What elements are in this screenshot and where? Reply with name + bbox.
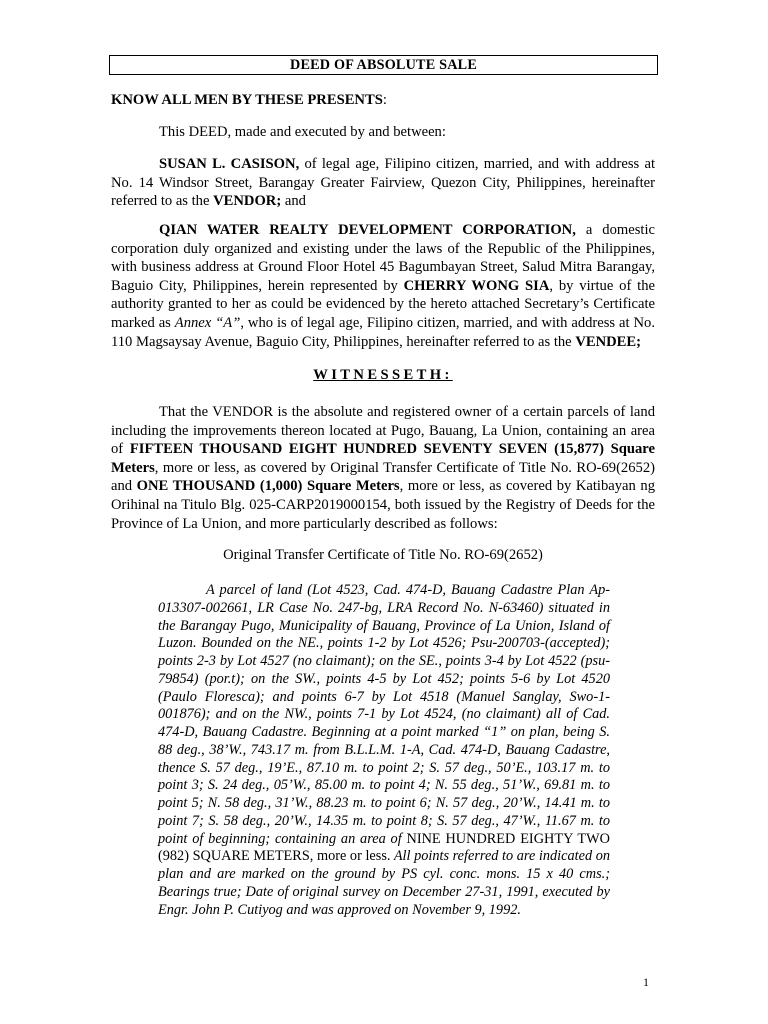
know-all-men-text: KNOW ALL MEN BY THESE PRESENTS: [111, 92, 383, 108]
vendee-paragraph: [111, 221, 655, 351]
vendee-name: QIAN WATER REALTY DEVELOPMENT CORPORATION,: [159, 222, 576, 238]
ownership-paragraph: [111, 403, 655, 533]
know-all-men-heading: [111, 91, 671, 110]
technical-text-b: , more or less.: [309, 848, 391, 865]
page-number: 1: [643, 975, 649, 989]
title-certificate-heading: Original Transfer Certificate of Title No. RO-69(2652): [223, 547, 543, 563]
document-title: DEED OF ABSOLUTE SALE: [109, 55, 658, 75]
technical-text-a: A parcel of land (Lot 4523, Cad. 474-D, Bauang Cadastre Plan Ap-013307-002661, LR Case No. 247-bg, LRA Record No. N-63460) situated in the Barangay Pugo, Municipality of Bauang, Province of La Union, Island of Luzon. Bounded on the NE., points 1-2 by Lot 4526; Psu-200703-(accepted); points 2-3 by Lot 4527 (no claimant); on the SE., points 3-4 by Lot 4522 (psu-79854) (por.t); on the SW., points 4-5 by Lot 452; points 5-6 by Lot 4520 (Paulo Floresca); and points 6-7 by Lot 4518 (Manuel Sanglay, Swo-1-001876); and on the NW., points 7-1 by Lot 4524, (no claimant) all of Cad. 474-D, Bauang Cadastre. Beginning at a point marked “1” on plan, being S. 88 deg., 38’W., 743.17 m. from B.L.L.M. 1-A, Cad. 474-D, Bauang Cadastre, thence S. 57 deg., 19’E., 87.10 m. to point 2; S. 57 deg., 50’E., 103.17 m. to point 3; S. 24 deg., 05’W., 85.00 m. to point 4; N. 55 deg., 51’W., 69.81 m. to point 5; N. 58 deg., 31’W., 88.23 m. to point 6; N. 57 deg., 20’W., 14.41 m. to point 7; S. 58 deg., 20’W., 14.35 m. to point 8; S. 57 deg., 47’W., 11.67 m. to point of beginning; containing an area of: [158, 582, 610, 847]
vendee-text-b: , by virtue of the authority granted to her as could be evidenced by the hereto attached Secretary’s Certificate marked as: [111, 277, 655, 331]
witnesseth-heading: [111, 366, 655, 385]
technical-text-c: All points referred to are indicated on plan and are marked on the ground by PS cyl. conc. mons. 15 x 40 cms.; Bearings true; Date of original survey on December 27-31, 1991, executed by Engr. John P. Cutiyog and was approved on November 9, 1992.: [158, 848, 610, 918]
vendor-text-a: of legal age, Filipino citizen, married, and with address at No. 14 Windsor Street, Barangay Greater Fairview, Quezon City, Philippines, hereinafter referred to as the: [111, 156, 655, 210]
ownership-text-a: That the VENDOR is the absolute and registered owner of a certain parcels of land including the improvements thereon located at Pugo, Bauang, La Union, containing an area of: [111, 404, 655, 458]
vendor-name: SUSAN L. CASISON,: [159, 156, 300, 172]
vendee-role: VENDEE;: [575, 333, 641, 350]
technical-area: NINE HUNDRED EIGHTY TWO (982) SQUARE METERS: [158, 830, 610, 865]
annex-reference: Annex “A”: [174, 314, 241, 331]
ownership-text-c: , more or less, as covered by Katibayan ng Orihinal na Titulo Blg. 025-CARP2019000154, both issued by the Registry of Deeds for the Province of La Union, and more particularly described as follows:: [111, 478, 655, 532]
ownership-text-b: , more or less, as covered by Original Transfer Certificate of Title No. RO-69(2652) and: [111, 459, 655, 495]
intro-paragraph: This DEED, made and executed by and between:: [159, 124, 446, 140]
technical-description: [158, 582, 610, 919]
ownership-area-1: FIFTEEN THOUSAND EIGHT HUNDRED SEVENTY SEVEN (15,877) Square Meters: [111, 441, 655, 476]
vendor-text-b: and: [281, 193, 306, 210]
technical-description-body: [158, 582, 610, 919]
vendor-paragraph: [111, 155, 655, 211]
ownership-area-2: ONE THOUSAND (1,000) Square Meters: [136, 478, 400, 495]
vendee-text-a: a domestic corporation duly organized and existing under the laws of the Republic of the Philippines, with business address at Ground Floor Hotel 45 Bagumbayan Street, Salud Mitra Barangay, Baguio City, Philippines, herein represented by: [111, 222, 655, 294]
witnesseth-text: WITNESSETH:: [313, 367, 453, 383]
vendee-text-c: , who is of legal age, Filipino citizen, married, and with address at No. 110 Magsaysay Avenue, Baguio City, Philippines, hereinafter referred to as the: [111, 314, 655, 350]
vendee-representative: CHERRY WONG SIA: [403, 277, 550, 294]
vendor-role: VENDOR;: [213, 193, 282, 210]
know-all-men-colon: :: [382, 92, 387, 108]
